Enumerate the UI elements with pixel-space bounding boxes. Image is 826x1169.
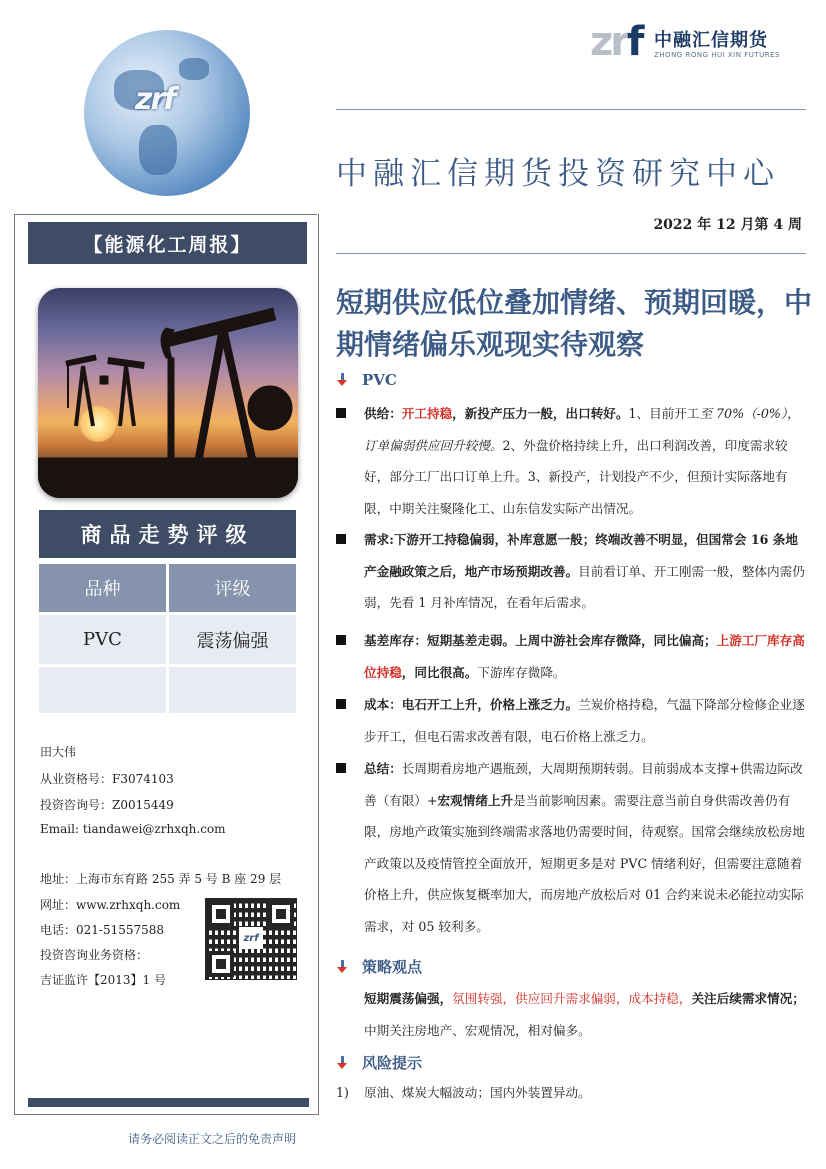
rating-header-variety: 品种: [39, 564, 166, 612]
section-heading-risk: [336, 1052, 422, 1073]
basis-bold: 基差库存：短期基差走弱。上周中游社会库存微降，同比偏高；: [364, 633, 717, 648]
qr-logo-mark: zrf: [239, 927, 263, 949]
rating-cell-variety: PVC: [39, 615, 166, 664]
rating-header-grade: 评级: [169, 564, 296, 612]
rating-cell-empty: [169, 667, 296, 713]
section-heading-strategy: [336, 956, 422, 977]
company-address: 地址：上海市东育路 255 弄 5 号 B 座 29 层: [40, 872, 282, 886]
rating-cell-grade: 震荡偏强: [169, 615, 296, 664]
summary-label: 总结：: [364, 761, 402, 776]
paragraph-demand: [336, 524, 806, 619]
disclaimer-note: 请务必阅读正文之后的免责声明: [128, 1132, 297, 1146]
section-marker-icon: [336, 373, 350, 387]
analyst-email[interactable]: Email: tiandawei@zrhxqh.com: [40, 822, 226, 836]
supply-label: 供给：: [364, 406, 402, 421]
analyst-advisory-number: 投资咨询号：Z0015449: [40, 798, 174, 812]
cost-text: 兰炭价格持稳，气温下降部分检修企业逐步开工，但电石需求改善有限，电石价格上涨乏力。: [364, 697, 805, 744]
summary-text-cont: 是当前影响因素。需要注意当前自身供需改善仍有限，房地产政策实施到终端需求落地仍需要时间，待观察。国常会继续放松房地产政策以及疫情管控全面放开，短期更多是对 PVC 情绪利好，但需要注意随着价格上升，供应恢复概率加大，而房地产放松后对 01 合约来说未必能拉动实际需求，对 05 较利多。: [364, 792, 805, 934]
bullet-square-icon: [336, 408, 346, 418]
report-headline: 短期供应低位叠加情绪、预期回暖，中期情绪偏乐观现实待观察: [336, 286, 813, 361]
section-title: 策略观点: [362, 958, 423, 976]
basis-bold-cont: ，同比很高。: [401, 664, 478, 680]
company-website[interactable]: 网址：www.zrhxqh.com: [40, 898, 181, 912]
supply-text: 1、目前开工: [628, 406, 700, 421]
strategy-text: 中期关注房地产、宏观情况，相对偏多。: [364, 1022, 591, 1038]
supply-text-cont: 2、外盘价格持续上升，出口利润改善，印度需求较好，部分工厂出口订单上升。3、新投产，计划投产不少，但预计实际落地有限，中期关注聚隆化工、山东信发实际产出情况。: [364, 437, 788, 516]
supply-italic: 至 70%（-0%），订单偏弱供应回升较慢。: [364, 406, 800, 453]
section-marker-icon: [336, 1056, 350, 1070]
brand-name-cn: 中融汇信期货: [654, 30, 768, 51]
section-title: 风险提示: [362, 1054, 423, 1072]
basis-text: 下游库存微降。: [477, 664, 566, 680]
sidebar-bottom-bar: [28, 1098, 309, 1107]
section-heading-pvc: [336, 371, 397, 389]
risk-number: 1): [336, 1085, 349, 1100]
bullet-square-icon: [336, 699, 346, 709]
globe-zrf-mark: zrf: [135, 82, 175, 117]
pumpjack-silhouettes: [38, 288, 298, 498]
demand-bold: 需求:下游开工持稳偏弱，补库意愿一般；终端改善不明显，但国常会 16 条地产金融政策之后，地产市场预期改善。: [364, 532, 798, 579]
bullet-square-icon: [336, 635, 346, 645]
basis-highlight: 上游工厂库存高位持稳: [364, 633, 805, 680]
paragraph-cost: [336, 689, 806, 752]
qualification-number: 吉证监许【2013】1 号: [40, 973, 166, 987]
bullet-square-icon: [336, 534, 346, 544]
strategy-bold: 短期震荡偏强，: [364, 991, 453, 1006]
paragraph-basis-inventory: [336, 625, 806, 688]
cost-bold: 成本：电石开工上升，价格上涨乏力。: [364, 697, 579, 712]
supply-bold: ，新投产压力一般，出口转好。: [452, 406, 629, 421]
qualification-label: 投资咨询业务资格：: [40, 948, 149, 962]
paragraph-strategy: [364, 983, 808, 1046]
analyst-name: 田大伟: [40, 745, 77, 759]
paragraph-summary: [336, 753, 806, 942]
header-rule-bottom: [336, 253, 806, 254]
strategy-bold-cont: 关注后续需求情况；: [691, 991, 805, 1006]
section-marker-icon: [336, 960, 350, 974]
analyst-license: 从业资格号：F3074103: [40, 772, 174, 786]
risk-text: 原油、煤炭大幅波动；国内外装置异动。: [364, 1085, 591, 1100]
company-phone: 电话：021-51557588: [40, 923, 165, 937]
strategy-highlight: 氛围转强，供应回升需求偏弱，成本持稳，: [452, 991, 692, 1006]
report-date: 2022 年 12 月第 4 周: [653, 217, 802, 233]
report-type-banner: 【能源化工周报】: [28, 222, 307, 264]
demand-text: 目前看订单、开工刚需一般，整体内需仍弱，先看 1 月补库情况，在看年后需求。: [364, 563, 805, 610]
summary-bold: 宏观情绪上升: [437, 792, 514, 808]
rating-table-title: 商品走势评级: [39, 510, 296, 558]
summary-text: 长周期看房地产遇瓶颈，大周期预期转弱。目前弱成本支撑+供需边际改善（有限）+: [364, 761, 803, 808]
section-title: PVC: [362, 371, 397, 389]
oil-pump-photo: [38, 288, 298, 498]
paragraph-supply: [336, 398, 806, 524]
risk-item: [336, 1082, 591, 1101]
bullet-square-icon: [336, 763, 346, 773]
rating-cell-empty: [39, 667, 166, 713]
research-center-title: 中融汇信期货投资研究中心: [336, 156, 780, 192]
supply-highlight: 开工持稳: [401, 406, 453, 421]
qr-code[interactable]: [205, 898, 297, 980]
brand-name-en: ZHONG RONG HUI XIN FUTURES: [654, 51, 780, 59]
brand-logo-mark: zrf: [590, 19, 642, 65]
header-rule-top: [336, 109, 806, 110]
